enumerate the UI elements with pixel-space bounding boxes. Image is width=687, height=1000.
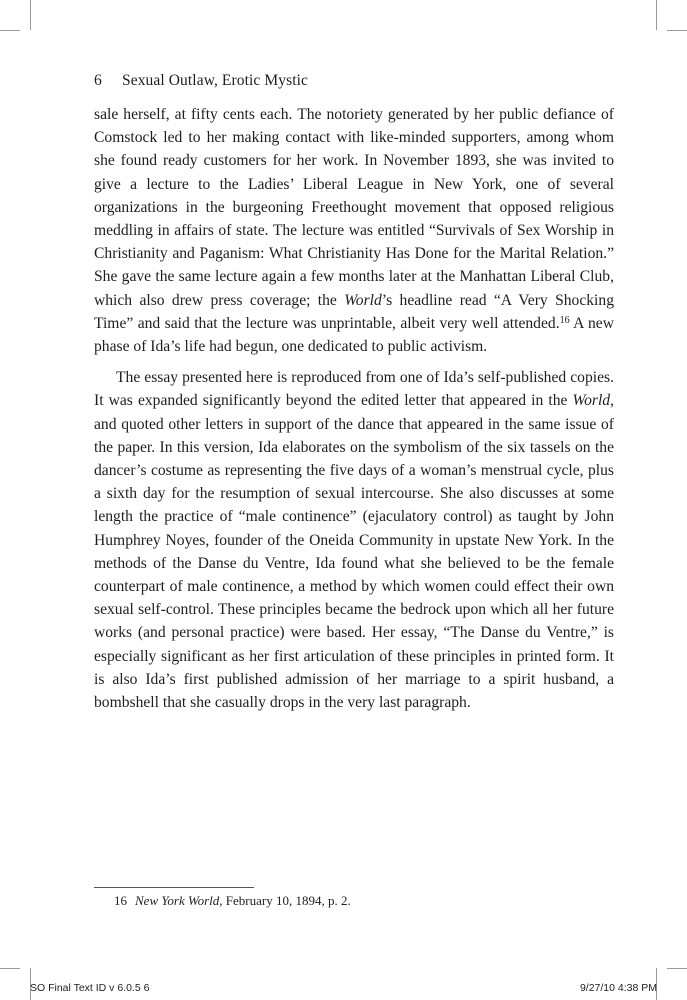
paragraph-2-italic-title: World [572,392,611,410]
paragraph-1-italic-title: World [344,291,382,309]
crop-mark-bottom-left-horizontal [0,968,20,969]
crop-mark-top-right [656,0,657,30]
printer-slug-right: 9/27/10 4:38 PM [579,982,657,994]
footnote-details: , February 10, 1894, p. 2. [219,893,351,908]
running-head-title: Sexual Outlaw, Erotic Mystic [122,72,309,89]
footnote-source: New York World [135,893,220,908]
running-head [94,72,308,90]
footnote-number: 16 [114,893,127,908]
paragraph-2-text-cont: , and quoted other letters in support of the dance that appeared in the same issue of the paper. In this version, Ida elaborates on the symbolism of the six tassels on the dancer’s costume as representing the five days of a woman’s menstrual cycle, plus a sixth day for the resumption of sexual intercourse. She also discusses at some length the practice of “male continence” (ejaculatory control) as taught by John Humphrey Noyes, founder of the Oneida Community in upstate New York. In the methods of the Danse du Ventre, Ida found what she believed to be the female counterpart of male continence, a method by which women could effect their own sexual self-control. These principles became the bedrock upon which all her future works (and personal practice) were based. Her essay, “The Danse du Ventre,” is especially significant as her first articulation of these principles in printed form. It is also Ida’s first published admission of her marriage to a spirit husband, a bombshell that she casually drops in the very last paragraph. [94,392,614,712]
paragraph-1-text: sale herself, at fifty cents each. The notoriety generated by her public defiance of Comstock led to her making contact with like-minded supporters, among whom she found ready customers for her work. In November 1893, she was invited to give a lecture to the Ladies’ Liberal League in New York, one of several organizations in the burgeoning Freethought movement that opposed religious meddling in affairs of state. The lecture was entitled “Survivals of Sex Worship in Christianity and Paganism: What Christianity Has Done for the Marital Relation.” She gave the same lecture again a few months later at the Manhattan Liberal Club, which also drew press coverage; the [94,106,614,309]
footnote-reference[interactable]: 16 [559,314,570,326]
page-number: 6 [94,72,102,89]
paragraph-1 [94,103,614,358]
paragraph-2 [94,366,614,714]
crop-mark-bottom-right-horizontal [667,968,687,969]
crop-mark-top-right-horizontal [667,30,687,31]
paragraph-1-text-tail: A new phase of Ida’s life had begun, one dedicated to public activism. [94,314,614,356]
body-text [94,103,614,714]
crop-mark-top-left [30,0,31,30]
paragraph-1-text-cont: ’s headline read “A Very Shocking Time” and said that the lecture was unprintable, albeit very well attended. [94,291,614,332]
crop-mark-top-left-horizontal [0,30,20,31]
printer-slug-left: SO Final Text ID v 6.0.5 6 [30,982,150,994]
paragraph-2-text: The essay presented here is reproduced from one of Ida’s self-published copies. It was expanded significantly beyond the edited letter that appeared in the [94,369,614,410]
footnote-rule [94,887,254,888]
footnote [114,893,351,909]
